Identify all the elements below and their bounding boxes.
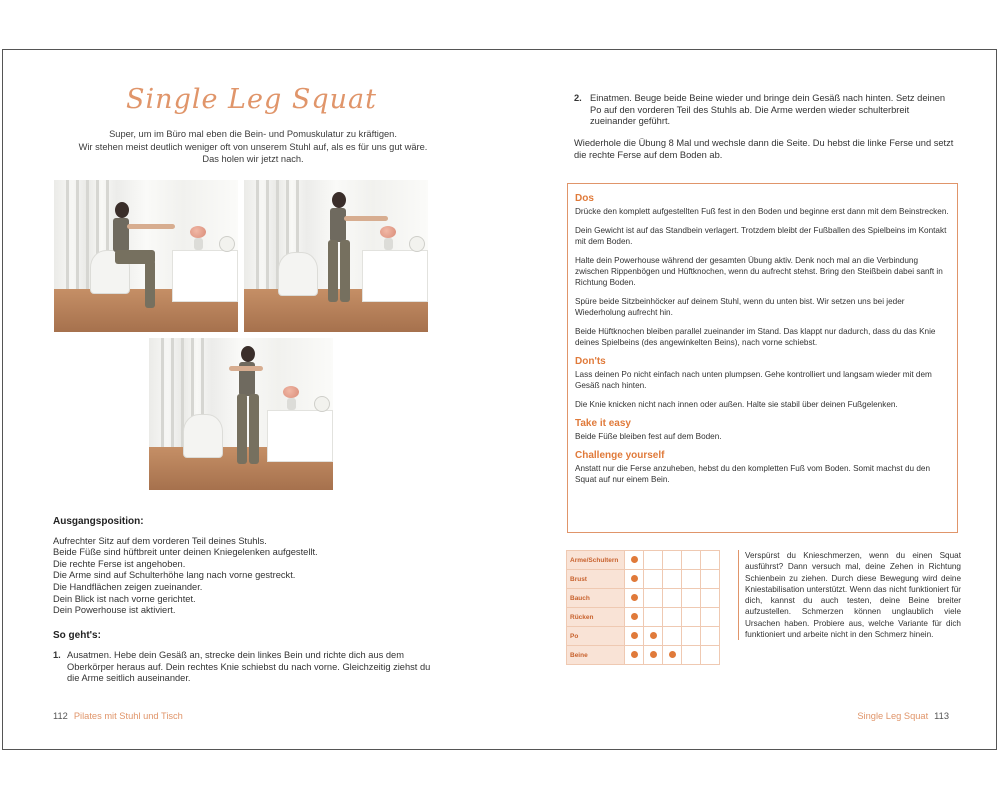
step-2 <box>574 93 954 128</box>
dos-item: Spüre beide Sitzbeinhöcker auf deinem Stuhl, wenn du unten bist. Wir setzen uns bei jeder Wiederholung aufrecht hin. <box>575 297 905 317</box>
intensity-cell <box>625 608 644 627</box>
intensity-row-label: Bauch <box>567 589 625 608</box>
intensity-dot <box>650 651 657 658</box>
intensity-row <box>567 608 720 627</box>
exercise-photo-standing <box>149 338 333 490</box>
easy-text: Beide Füße bleiben fest auf dem Boden. <box>575 432 722 441</box>
intensity-cell <box>663 608 682 627</box>
intensity-dot <box>650 632 657 639</box>
intensity-cell <box>682 627 701 646</box>
intensity-row <box>567 551 720 570</box>
intensity-cell <box>682 608 701 627</box>
intensity-dot <box>631 632 638 639</box>
starting-position-line: Beide Füße sind hüftbreit unter deinen Kniegelenken aufgestellt. <box>53 547 318 558</box>
intro-text <box>43 128 463 166</box>
step-number: 2. <box>574 93 582 103</box>
right-page <box>500 50 997 749</box>
page-number: 112 <box>53 711 68 721</box>
starting-position-line: Die rechte Ferse ist angehoben. <box>53 558 186 569</box>
tips-box <box>567 183 958 533</box>
step-1 <box>53 650 433 685</box>
right-footer <box>857 711 949 721</box>
challenge-heading: Challenge yourself <box>575 450 665 461</box>
challenge-text: Anstatt nur die Ferse anzuheben, hebst du den kompletten Fuß vom Boden. Somit machst du den Squat auf nur einem Bein. <box>575 464 930 484</box>
dos-item: Beide Hüftknochen bleiben parallel zueinander im Stand. Das klappt nur dadurch, dass du das Knie deines Spielbeins (des angewinkelten Beins), nach vorne schiebst. <box>575 327 936 347</box>
intensity-dot <box>631 651 638 658</box>
intensity-cell <box>644 627 663 646</box>
exercise-photo-seated <box>54 180 238 332</box>
how-to-heading-block <box>53 630 453 650</box>
exercise-photo-rising <box>244 180 428 332</box>
intensity-cell <box>644 646 663 665</box>
donts-item: Lass deinen Po nicht einfach nach unten plumpsen. Gehe kontrolliert und langsam wieder mit dem Gesäß nach hinten. <box>575 370 932 390</box>
intensity-cell <box>701 627 720 646</box>
easy-heading: Take it easy <box>575 418 631 429</box>
page-title: Single Leg Squat <box>126 84 377 115</box>
dos-item: Halte dein Powerhouse während der gesamten Übung aktiv. Denk noch mal an die Verbindung zwischen Rippenbögen und Hüftknochen, wenn du aufrecht stehst. Bring den Steißbein dabei sanft in Richtung Boden. <box>575 256 943 287</box>
intensity-row-label: Po <box>567 627 625 646</box>
intensity-row-label: Arme/Schultern <box>567 551 625 570</box>
page-number: 113 <box>934 711 949 721</box>
dos-heading: Dos <box>575 193 594 204</box>
step-text: Einatmen. Beuge beide Beine wieder und bringe dein Gesäß nach hinten. Setz deinen Po auf den vorderen Teil des Stuhls ab. Die Arme werden wieder schulterbreit zueinander geführt. <box>590 93 946 127</box>
book-spread <box>2 49 997 750</box>
step-text: Ausatmen. Hebe dein Gesäß an, strecke dein linkes Bein und richte dich aus dem Oberkörper heraus auf. Dein rechtes Knie schiebst du nach vorne. Gleichzeitig ziehst du die Arme seitlich auseinander. <box>67 650 431 684</box>
intensity-cell <box>682 646 701 665</box>
intensity-cell <box>682 589 701 608</box>
intensity-cell <box>682 570 701 589</box>
intensity-cell <box>644 551 663 570</box>
intensity-row <box>567 646 720 665</box>
starting-position-heading: Ausgangsposition: <box>53 516 144 527</box>
donts-heading: Don'ts <box>575 356 606 367</box>
intensity-cell <box>625 551 644 570</box>
intensity-cell <box>644 608 663 627</box>
starting-position-line: Die Handflächen zeigen zueinander. <box>53 581 203 592</box>
starting-position-line: Die Arme sind auf Schulterhöhe lang nach vorne gestreckt. <box>53 570 296 581</box>
intro-line: Super, um im Büro mal eben die Bein- und Pomuskulatur zu kräftigen. <box>109 129 397 139</box>
intensity-row <box>567 589 720 608</box>
intensity-dot <box>631 575 638 582</box>
step-number: 1. <box>53 650 61 660</box>
intensity-cell <box>625 627 644 646</box>
repeat-instructions: Wiederhole die Übung 8 Mal und wechsle dann die Seite. Du hebst die linke Ferse und setzt die rechte Ferse auf dem Boden ab. <box>574 138 954 160</box>
intensity-cell <box>682 551 701 570</box>
intensity-dot <box>631 556 638 563</box>
intensity-row-label: Rücken <box>567 608 625 627</box>
intensity-cell <box>644 589 663 608</box>
intensity-cell <box>701 589 720 608</box>
intensity-cell <box>663 627 682 646</box>
intensity-dot <box>631 594 638 601</box>
footer-section-title: Pilates mit Stuhl und Tisch <box>73 711 183 721</box>
intensity-dot <box>669 651 676 658</box>
starting-position-line: Dein Blick ist nach vorne gerichtet. <box>53 593 196 604</box>
intensity-row-label: Brust <box>567 570 625 589</box>
intensity-cell <box>701 551 720 570</box>
dos-item: Drücke den komplett aufgestellten Fuß fest in den Boden und beginne erst dann mit dem Beinstrecken. <box>575 207 949 216</box>
intensity-cell <box>625 589 644 608</box>
how-to-heading: So geht's: <box>53 630 101 641</box>
intro-line: Wir stehen meist deutlich weniger oft von unserem Stuhl auf, als es für uns gut wäre. <box>78 141 428 152</box>
donts-item: Die Knie knicken nicht nach innen oder außen. Halte sie stabil über deinen Fußgelenken. <box>575 400 898 409</box>
intensity-cell <box>663 551 682 570</box>
intensity-row <box>567 570 720 589</box>
left-footer <box>53 711 183 721</box>
intensity-row <box>567 627 720 646</box>
intensity-cell <box>625 646 644 665</box>
footer-section-title: Single Leg Squat <box>857 711 929 721</box>
intro-line: Das holen wir jetzt nach. <box>202 154 304 164</box>
intensity-cell <box>701 646 720 665</box>
dos-item: Dein Gewicht ist auf das Standbein verlagert. Trotzdem bleibt der Fußballen des Spielbeins im Kontakt mit dem Boden. <box>575 226 947 246</box>
starting-position-line: Aufrechter Sitz auf dem vorderen Teil deines Stuhls. <box>53 535 267 546</box>
left-page <box>3 50 500 749</box>
intensity-row-label: Beine <box>567 646 625 665</box>
intensity-cell <box>663 570 682 589</box>
intensity-cell <box>644 570 663 589</box>
intensity-cell <box>701 608 720 627</box>
intensity-cell <box>663 646 682 665</box>
muscle-intensity-table <box>566 550 720 665</box>
knee-pain-note: Verspürst du Knieschmerzen, wenn du einen Squat ausführst? Dann versuch mal, deine Zehen in Richtung Schienbein zu ziehen. Durch diese Bewegung wird deine Kniestabilisation unterstützt. Wenn das nicht funktioniert für dich, kannst du auch testen, deine Beine breiter aufzustellen. Schmerzen können unglaublich viele Ursachen haben. Probiere aus, welche Variante für dich funktioniert und arbeite nicht in den Schmerz hinein. <box>738 550 961 640</box>
intensity-cell <box>625 570 644 589</box>
intensity-cell <box>663 589 682 608</box>
starting-position-line: Dein Powerhouse ist aktiviert. <box>53 605 176 616</box>
intensity-cell <box>701 570 720 589</box>
starting-position <box>53 516 453 617</box>
intensity-dot <box>631 613 638 620</box>
